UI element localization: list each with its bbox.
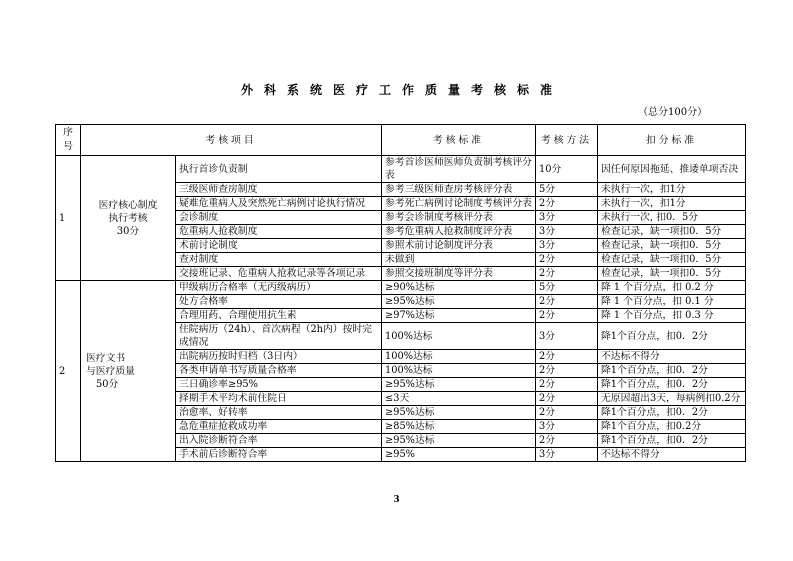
deduction-cell: 未执行一次，扣1分 bbox=[598, 197, 746, 211]
standard-cell: ≥95%达标 bbox=[382, 406, 536, 420]
item-cell: 交接班记录、危重病人抢救记录等各项记录 bbox=[176, 267, 382, 281]
standard-cell: 参照交接班制度等评分表 bbox=[382, 267, 536, 281]
method-cell: 2分 bbox=[536, 392, 598, 406]
deduction-cell: 检查记录，缺一项扣0．5分 bbox=[598, 253, 746, 267]
method-cell: 3分 bbox=[536, 239, 598, 253]
item-cell: 会诊制度 bbox=[176, 211, 382, 225]
total-score-note: （总分100分） bbox=[638, 107, 708, 118]
method-cell: 2分 bbox=[536, 197, 598, 211]
deduction-cell: 检查记录，缺一项扣0．5分 bbox=[598, 225, 746, 239]
method-cell: 3分 bbox=[536, 420, 598, 434]
item-cell: 三级医师查房制度 bbox=[176, 183, 382, 197]
standard-cell: ≥95%达标 bbox=[382, 378, 536, 392]
method-cell: 2分 bbox=[536, 406, 598, 420]
item-cell: 查对制度 bbox=[176, 253, 382, 267]
method-cell: 2分 bbox=[536, 434, 598, 448]
standard-cell: 100%达标 bbox=[382, 323, 536, 350]
item-cell: 术前讨论制度 bbox=[176, 239, 382, 253]
item-cell: 手术前后诊断符合率 bbox=[176, 448, 382, 462]
method-cell: 2分 bbox=[536, 253, 598, 267]
deduction-cell: 检查记录，缺一项扣0．5分 bbox=[598, 239, 746, 253]
section-category-line: 50分 bbox=[96, 378, 119, 390]
section-category-line: 执行考核 bbox=[108, 212, 148, 224]
method-cell: 5分 bbox=[536, 281, 598, 295]
item-cell: 疑难危重病人及突然死亡病例讨论执行情况 bbox=[176, 197, 382, 211]
standard-cell: 参考首诊医师医师负责制考核评分表 bbox=[382, 156, 536, 183]
section-number: 1 bbox=[56, 156, 81, 281]
standard-cell: ≥97%达标 bbox=[382, 309, 536, 323]
section-category-line: 医疗核心制度 bbox=[98, 199, 158, 211]
deduction-cell: 因任何原因拖延、推诿单项否决 bbox=[598, 156, 746, 183]
deduction-cell: 不达标不得分 bbox=[598, 350, 746, 364]
document-title: 外科系统医疗工作质量考核标准 bbox=[240, 83, 563, 97]
deduction-cell: 降1个百分点，扣0．2分 bbox=[598, 323, 746, 350]
standard-cell: 参考会诊制度考核评分表 bbox=[382, 211, 536, 225]
deduction-cell: 未执行一次, 扣0．5分 bbox=[598, 211, 746, 225]
deduction-cell: 不达标不得分 bbox=[598, 448, 746, 462]
section-number: 2 bbox=[56, 281, 81, 462]
standard-cell: ≥95%达标 bbox=[382, 434, 536, 448]
header-deduction: 扣分标准 bbox=[598, 125, 746, 156]
table-header-row bbox=[56, 125, 746, 156]
header-index bbox=[56, 125, 81, 156]
standard-cell: ≥95%达标 bbox=[382, 295, 536, 309]
standard-cell: 参考死亡病例讨论制度考核评分表 bbox=[382, 197, 536, 211]
method-cell: 3分 bbox=[536, 225, 598, 239]
method-cell: 2分 bbox=[536, 267, 598, 281]
standard-cell: 参考危重病人抢救制度评分表 bbox=[382, 225, 536, 239]
deduction-cell: 降1个百分点，扣0.2分 bbox=[598, 420, 746, 434]
item-cell: 治愈率、好转率 bbox=[176, 406, 382, 420]
item-cell: 合理用药、合理使用抗生素 bbox=[176, 309, 382, 323]
method-cell: 2分 bbox=[536, 364, 598, 378]
table-body bbox=[56, 156, 746, 462]
section-category-line: 30分 bbox=[116, 225, 140, 237]
item-cell: 急危重症抢救成功率 bbox=[176, 420, 382, 434]
standard-cell: 未做到 bbox=[382, 253, 536, 267]
page-number: 3 bbox=[393, 495, 400, 505]
method-cell: 2分 bbox=[536, 309, 598, 323]
standard-cell: ≤3天 bbox=[382, 392, 536, 406]
item-cell: 各类申请单书写质量合格率 bbox=[176, 364, 382, 378]
deduction-cell: 降1个百分点，扣0．2分 bbox=[598, 406, 746, 420]
deduction-cell: 降1个百分点，扣0．2分 bbox=[598, 434, 746, 448]
method-cell: 3分 bbox=[536, 323, 598, 350]
standard-cell: ≥85%达标 bbox=[382, 420, 536, 434]
method-cell: 10分 bbox=[536, 156, 598, 183]
standard-cell: 参照术前讨论制度评分表 bbox=[382, 239, 536, 253]
standard-cell: 100%达标 bbox=[382, 350, 536, 364]
item-cell: 三日确诊率≥95% bbox=[176, 378, 382, 392]
deduction-cell: 无原因超出3天，每病例扣0.2分 bbox=[598, 392, 746, 406]
section-category-line: 与医疗质量 bbox=[86, 365, 135, 377]
item-cell: 处方合格率 bbox=[176, 295, 382, 309]
item-cell: 出入院诊断符合率 bbox=[176, 434, 382, 448]
deduction-cell: 降 1 个百分点，扣 0.1 分 bbox=[598, 295, 746, 309]
method-cell: 3分 bbox=[536, 448, 598, 462]
header-index-label: 序号 bbox=[63, 127, 73, 152]
section-category-line: 医疗文书 bbox=[86, 352, 126, 364]
deduction-cell: 检查记录，缺一项扣0．5分 bbox=[598, 267, 746, 281]
standard-cell: ≥95% bbox=[382, 448, 536, 462]
deduction-cell: 降 1 个百分点，扣 0.3 分 bbox=[598, 309, 746, 323]
method-cell: 2分 bbox=[536, 378, 598, 392]
deduction-cell: 降1个百分点，扣0．2分 bbox=[598, 364, 746, 378]
standard-cell: 参考三级医师查房考核评分表 bbox=[382, 183, 536, 197]
table-row bbox=[56, 281, 746, 295]
item-cell: 住院病历（24h）、首次病程（2h内）按时完成情况 bbox=[176, 323, 382, 350]
item-cell: 危重病人抢救制度 bbox=[176, 225, 382, 239]
section-category bbox=[81, 281, 176, 462]
header-standard: 考核标准 bbox=[382, 125, 536, 156]
header-item: 考核项目 bbox=[81, 125, 382, 156]
method-cell: 2分 bbox=[536, 350, 598, 364]
item-cell: 甲级病历合格率（无丙级病历） bbox=[176, 281, 382, 295]
standard-cell: 100%达标 bbox=[382, 364, 536, 378]
method-cell: 3分 bbox=[536, 211, 598, 225]
standard-cell: ≥90%达标 bbox=[382, 281, 536, 295]
deduction-cell: 降 1 个百分点，扣 0.2 分 bbox=[598, 281, 746, 295]
deduction-cell: 未执行一次，扣1分 bbox=[598, 183, 746, 197]
item-cell: 择期手术平均术前住院日 bbox=[176, 392, 382, 406]
method-cell: 2分 bbox=[536, 295, 598, 309]
header-method: 考核方法 bbox=[536, 125, 598, 156]
item-cell: 执行首诊负责制 bbox=[176, 156, 382, 183]
assessment-table bbox=[55, 124, 746, 462]
deduction-cell: 降1个百分点，扣0．2分 bbox=[598, 378, 746, 392]
item-cell: 出院病历按时归档（3日内） bbox=[176, 350, 382, 364]
section-category bbox=[81, 156, 176, 281]
table-row bbox=[56, 156, 746, 183]
method-cell: 5分 bbox=[536, 183, 598, 197]
